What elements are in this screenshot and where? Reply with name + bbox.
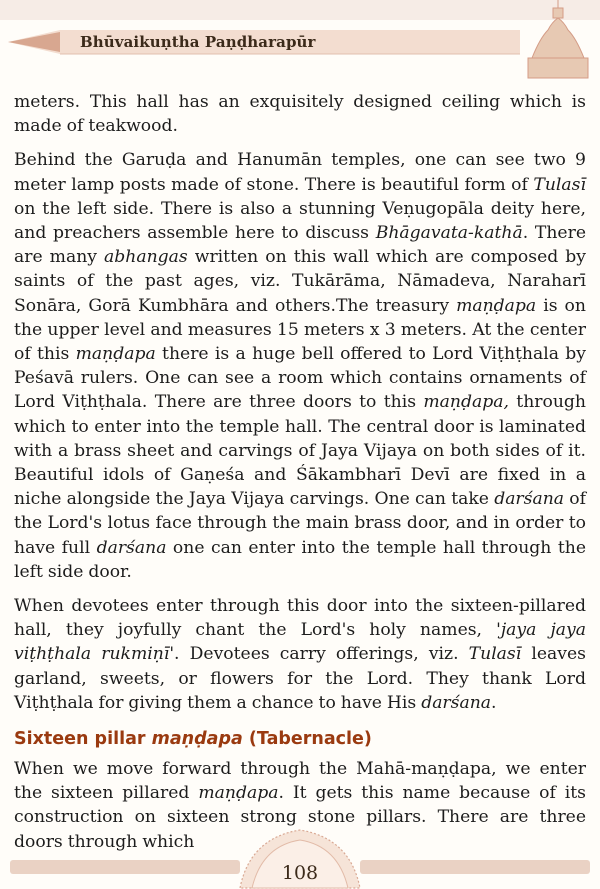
text-run: through which to enter into the temple hall. The central door is laminated with a brass sheet and carvings of Jaya Vijaya on both sides of it. Beautiful idols of Gaṇeśa and Śākambharī Devī are fixed in a niche alongside the Jaya Vijaya carvings. One can take [14, 392, 586, 510]
text-run: . Devotees carry offerings, viz. [174, 644, 469, 665]
page-footer [0, 818, 600, 889]
paragraph [14, 90, 586, 138]
section-heading-text: Sixteen pillar [14, 729, 152, 750]
text-run: . There are many [14, 223, 586, 268]
section-heading-suffix: (Tabernacle) [242, 729, 372, 750]
text-run: of the Lord's lotus face through the main brass door, and in order to have full [14, 489, 586, 558]
page-body [14, 90, 586, 864]
italic-term: Tulasī [533, 174, 586, 195]
italic-term: 'jaya jaya viṭhṭhala rukmiṇī' [14, 620, 586, 665]
text-run: . It gets this name because of its construction on sixteen strong stone pillars. There are three doors through which [14, 783, 587, 852]
italic-term: abhangas [104, 247, 188, 268]
text-run: meters. This hall has an exquisitely designed ceiling which is made of teakwood. [14, 92, 586, 137]
text-run: there is a huge bell offered to Lord Viṭhṭhala by Peśavā rulers. One can see a room which contains ornaments of Lord Viṭhṭhala. There are three doors to this [14, 344, 586, 413]
running-title: Bhūvaikuṇtha Paṇḍharapūr [80, 33, 316, 51]
italic-term: Tulasī [468, 644, 522, 665]
italic-term: darśana [421, 692, 492, 713]
text-run: written on this wall which are composed by saints of the past ages, viz. Tukārāma, Nāmadeva, Naraharī Sonāra, Gorā Kumbhāra and others.The treasury [14, 247, 586, 316]
paragraph [14, 594, 586, 715]
italic-term: maṇḍapa [198, 783, 279, 804]
text-run: is on the upper level and measures 15 meters x 3 meters. At the center of this [14, 295, 586, 365]
italic-term: darśana [96, 537, 167, 558]
text-run: on the left side. There is also a stunning Veṇugopāla deity here, and preachers assemble here to discuss [14, 198, 586, 244]
page-header [0, 0, 600, 80]
paragraph-group [14, 90, 586, 715]
text-run: When we move forward through the Mahā-maṇḍapa, we enter the sixteen pillared [14, 759, 586, 804]
page-number: 108 [281, 862, 319, 884]
text-run: leaves garland, sweets, or flowers for the Lord. They thank Lord Viṭhṭhala for giving them a chance to have His [14, 644, 586, 713]
text-run: . [491, 692, 497, 713]
italic-term: maṇḍapa [456, 295, 537, 316]
paragraph [14, 148, 586, 584]
text-run: Behind the Garuḍa and Hanumān temples, one can see two 9 meter lamp posts made of stone. There is beautiful form of [14, 150, 586, 195]
text-run: When devotees enter through this door into the sixteen-pillared hall, they joyfully chant the Lord's holy names, [14, 596, 586, 641]
text-run: one can enter into the temple hall through the left side door. [14, 537, 586, 582]
italic-term: Bhāgavata-kathā [375, 223, 523, 244]
italic-term: maṇḍapa [75, 344, 156, 365]
italic-term: darśana [494, 489, 565, 510]
section-heading [14, 729, 586, 749]
section-heading-italic: maṇḍapa [151, 729, 243, 750]
italic-term: maṇḍapa, [423, 392, 509, 413]
